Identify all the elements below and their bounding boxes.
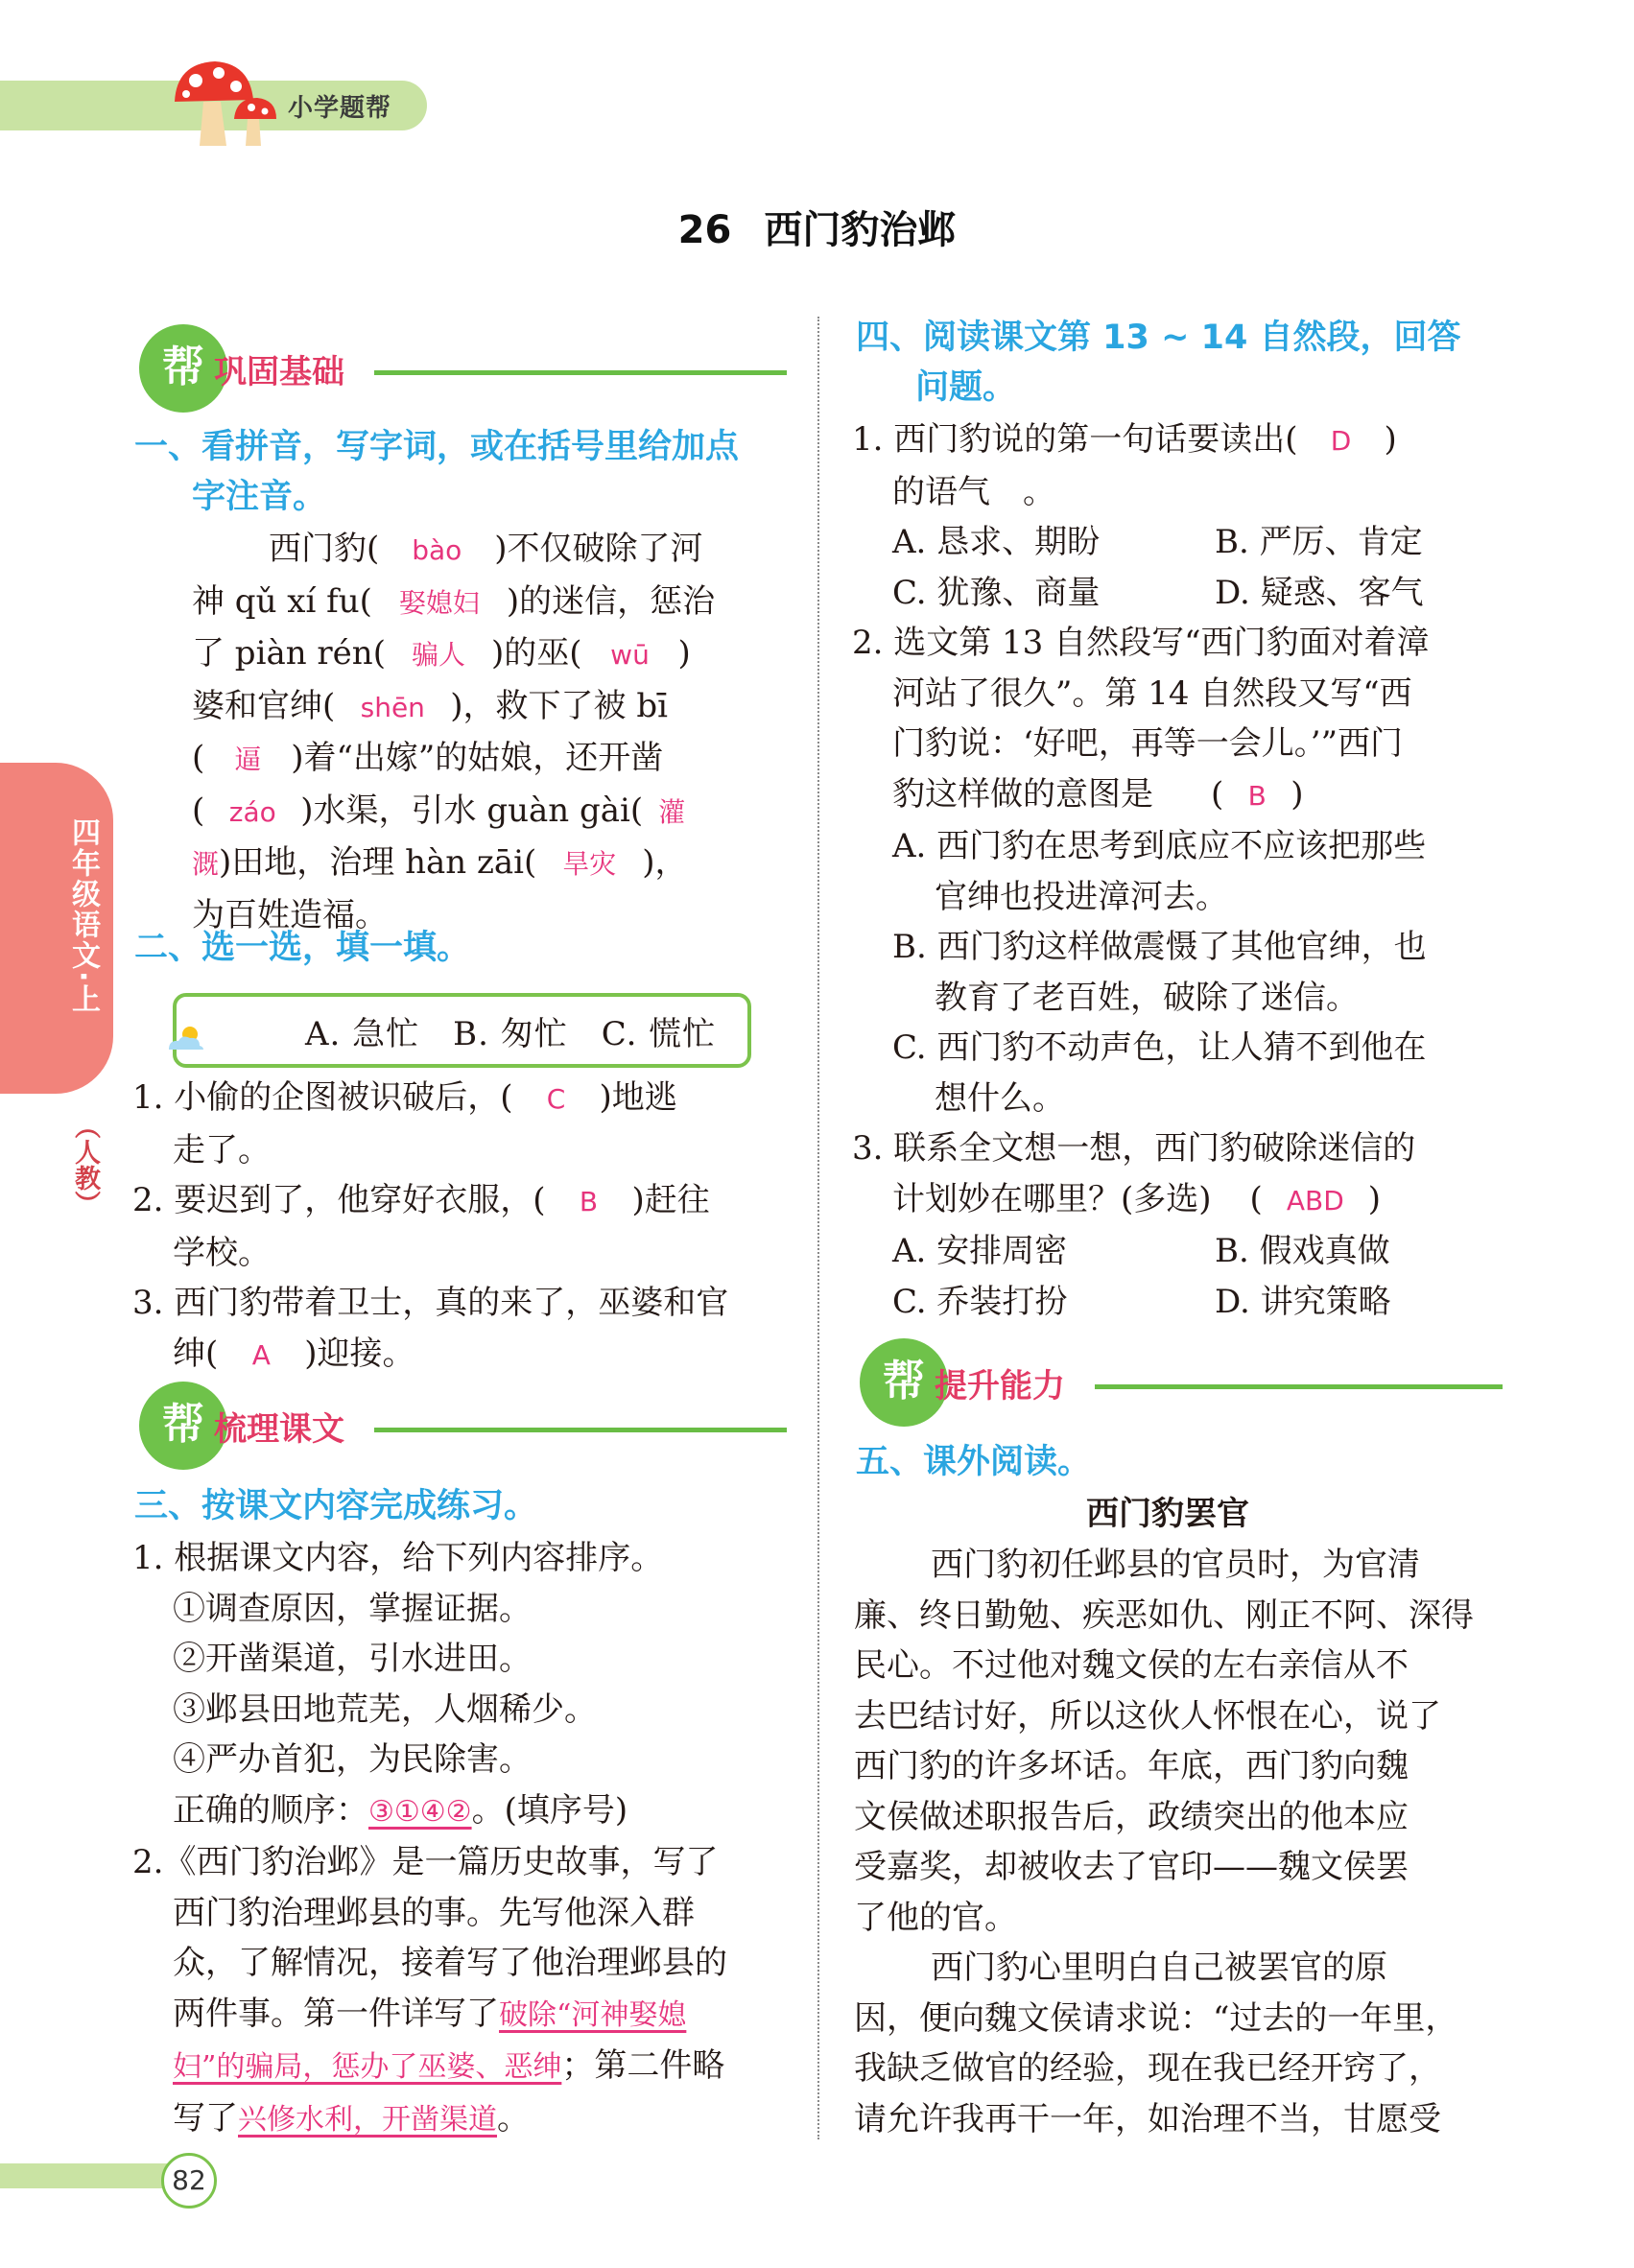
section-4-body: 1. 西门豹说的第一句话要读出( D ) 的语气 。 A. 恳求、期盼 B. 严厉、肯定 C. 犹豫、商量 D. 疑惑、客气 2. 选文第 13 自然段写“西门豹面对着漳 河站了很久”。第 14 自然段又写“西 门豹说：‘好吧，再等一会儿。’”西门 豹这样做的意图是 ( B ) A. 西门豹在思考到底应不应该把那些 官绅也投进漳河去。 B. 西门豹这样做震慑了其他官绅，也 教育了老百姓，破除了迷信。 C. 西门豹不动声色，让人猜不到他在 想什么。 3. 联系全文想一想，西门豹破除迷信的 计划妙在哪里？(多选) ( ABD ) A. 安排周密 B. 假戏真做 C. 乔装打扮 D. 讲究策略: [852, 414, 1504, 1327]
badge-line: [374, 1428, 787, 1432]
answer-2: 娶媳妇: [398, 586, 480, 619]
answer-s4-2: B: [1247, 779, 1267, 812]
badge-icon: 帮: [860, 1338, 948, 1427]
section-3-heading: 三、按课文内容完成练习。: [134, 1487, 538, 1525]
lesson-title: 西门豹治邺: [764, 208, 957, 252]
answer-order: ③①④②: [368, 1794, 472, 1829]
badge-improve: [860, 1338, 1503, 1425]
answer-4: wū: [610, 639, 650, 671]
answer-event-1b: 妇”的骗局，惩办了巫婆、恶绅: [173, 2050, 562, 2084]
column-divider: [817, 317, 819, 2139]
answer-s2-1: C: [546, 1083, 566, 1115]
answer-event-2: 兴修水利，开凿渠道: [238, 2102, 497, 2137]
options-text: A. 急忙 B. 匆忙 C. 慌忙: [305, 1015, 717, 1053]
edition-label: （人教）: [70, 1113, 100, 1217]
page-title: [0, 200, 1634, 254]
brand-name: 小学题帮: [288, 94, 392, 123]
section-5-heading: 五、课外阅读。: [856, 1443, 1092, 1481]
section-3-body: 1. 根据课文内容，给下列内容排序。 ①调查原因，掌握证据。 ②开凿渠道，引水进田。 ③邺县田地荒芜，人烟稀少。 ④严办首犯，为民除害。 正确的顺序：③①④②。(填序号) 2.《西门豹治邺》是一篇历史故事，写了 西门豹治理邺县的事。先写他深入群 众，了解情况，接着写了他治理邺县的 两件事。第一件详写了破除“河神娶媳 妇”的骗局，惩办了巫婆、恶绅；第二件略 写了兴修水利，开凿渠道。: [132, 1539, 727, 2138]
badge-consolidate: [139, 324, 787, 411]
mushroom-logo-icon: [165, 56, 280, 152]
badge-label: 提升能力: [935, 1367, 1065, 1406]
section-1-body: 西门豹( bào )不仅破除了河 神 qǔ xí fu( 娶媳妇 )的迷信，惩治 了 piàn rén( 骗人 )的巫( wū ) 婆和官绅( shēn )，救下了被 bī ( 逼 )着“出嫁”的姑娘，还开凿 ( záo )水渠，引水 guàn gài( 灌 溉)田地，治理 hàn zāi( 旱灾 )， 为百姓造福。: [192, 524, 787, 940]
badge-label: 巩固基础: [214, 353, 344, 391]
answer-1: bào: [412, 534, 462, 566]
answer-6: 逼: [234, 744, 262, 775]
story-body: 西门豹初任邺县的官员时，为官清 廉、终日勤勉、疾恶如仇、刚正不阿、深得 民心。不过他对魏文侯的左右亲信从不 去巴结讨好，所以这伙人怀恨在心，说了 西门豹的许多坏话。年底，西门豹向魏 文侯做述职报告后，政绩突出的他本应 受嘉奖，却被收去了官印——魏文侯罢 了他的官。 西门豹心里明白自己被罢官的原 因，便向魏文侯请求说：“过去的一年里， 我缺乏做官的经验，现在我已经开窍了， 请允许我再干一年，如治理不当，甘愿受: [854, 1546, 1474, 2138]
section-1-heading: 一、看拼音，写字词，或在括号里给加点 字注音。: [134, 428, 740, 516]
answer-s4-1: D: [1330, 425, 1352, 457]
section-2-body: 1. 小偷的企图被识破后，( C )地逃 走了。 2. 要迟到了，他穿好衣服，( B )赶往 学校。 3. 西门豹带着卫士，真的来了，巫婆和官 绅( A )迎接。: [132, 1073, 794, 1381]
answer-s2-2: B: [579, 1186, 599, 1217]
answer-s2-3: A: [251, 1338, 271, 1371]
badge-icon: 帮: [139, 324, 227, 413]
badge-line: [374, 370, 787, 375]
grade-label: 四年级语文·上: [66, 817, 100, 1015]
section-4-heading: 四、阅读课文第 13 ~ 14 自然段，回答 问题。: [856, 319, 1461, 407]
lesson-number: 26: [677, 208, 732, 252]
answer-5: shēn: [360, 691, 425, 723]
badge-icon: 帮: [139, 1382, 227, 1470]
answer-7: záo: [228, 795, 276, 828]
story-title: 西门豹罢官: [1086, 1495, 1249, 1533]
badge-line: [1095, 1384, 1503, 1389]
badge-label: 梳理课文: [214, 1410, 344, 1449]
answer-8a: 灌: [658, 795, 686, 828]
sun-cloud-icon: [165, 1025, 207, 1053]
answer-event-1a: 破除“河神娶媳: [499, 1997, 687, 2032]
answer-8b: 溉: [192, 848, 220, 880]
answer-s4-3: ABD: [1286, 1184, 1344, 1217]
answer-9: 旱灾: [562, 848, 617, 880]
answer-3: 骗人: [411, 639, 465, 671]
page-number: 82: [161, 2153, 217, 2209]
section-2-heading: 二、选一选，填一填。: [134, 929, 471, 967]
badge-review: [139, 1382, 787, 1468]
